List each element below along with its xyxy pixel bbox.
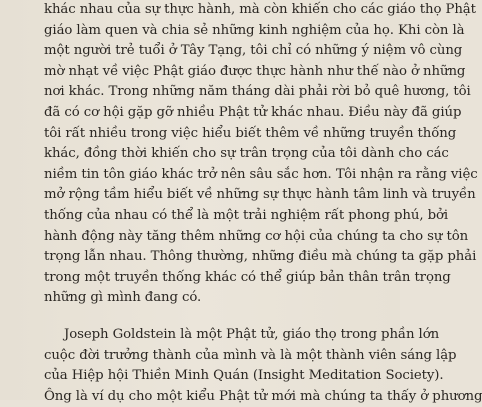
text-line: trọng lẫn nhau. Thông thường, những điều mà chúng ta gặp phải [44, 249, 477, 265]
text-line: hành động này tăng thêm những cơ hội của chúng ta cho sự tôn [44, 228, 469, 244]
text-line: nơi khác. Trong những năm tháng dài phải rời bỏ quê hương, tôi [44, 84, 471, 100]
text-line: khác nhau của sự thực hành, mà còn khiến cho các giáo thọ Phật [44, 2, 476, 17]
text-line: cuộc đời trưởng thành của mình và là một thành viên sáng lập [44, 347, 457, 363]
paragraph-2 [44, 325, 482, 407]
text-line: giáo làm quen và chia sẻ những kinh nghiệm của họ. Khi còn là [44, 22, 465, 38]
text-line: khác, đồng thời khiến cho sự trân trọng của tôi dành cho các [44, 146, 449, 162]
paragraph-1 [44, 0, 478, 309]
text-line: mở rộng tầm hiểu biết về những sự thực hành tâm linh và truyền [44, 187, 476, 203]
body-text [44, 0, 482, 407]
text-line: trong một truyền thống khác có thể giúp bản thân trân trọng [44, 269, 451, 285]
text-line: đã có cơ hội gặp gỡ nhiều Phật tử khác nhau. Điều này đã giúp [44, 104, 462, 120]
text-line: của Hiệp hội Thiền Minh Quán (Insight Meditation Society). [44, 368, 444, 384]
text-line: những gì mình đang có. [44, 290, 202, 306]
text-line: một người trẻ tuổi ở Tây Tạng, tôi chỉ có những ý niệm vô cùng [44, 43, 463, 59]
text-line: Ông là ví dụ cho một kiểu Phật tử mới mà chúng ta thấy ở phương [44, 388, 482, 404]
paragraph-spacer [44, 309, 378, 325]
text-line: Joseph Goldstein là một Phật tử, giáo thọ trong phần lớn [64, 326, 440, 342]
text-line: thống của nhau có thể là một trải nghiệm rất phong phú, bởi [44, 207, 449, 223]
text-line: niềm tin tôn giáo khác trở nên sâu sắc hơn. Tôi nhận ra rằng việc [44, 166, 478, 182]
text-line: mờ nhạt về việc Phật giáo được thực hành như thế nào ở những [44, 63, 466, 79]
text-line: tôi rất nhiều trong việc hiểu biết thêm về những truyền thống [44, 125, 457, 141]
